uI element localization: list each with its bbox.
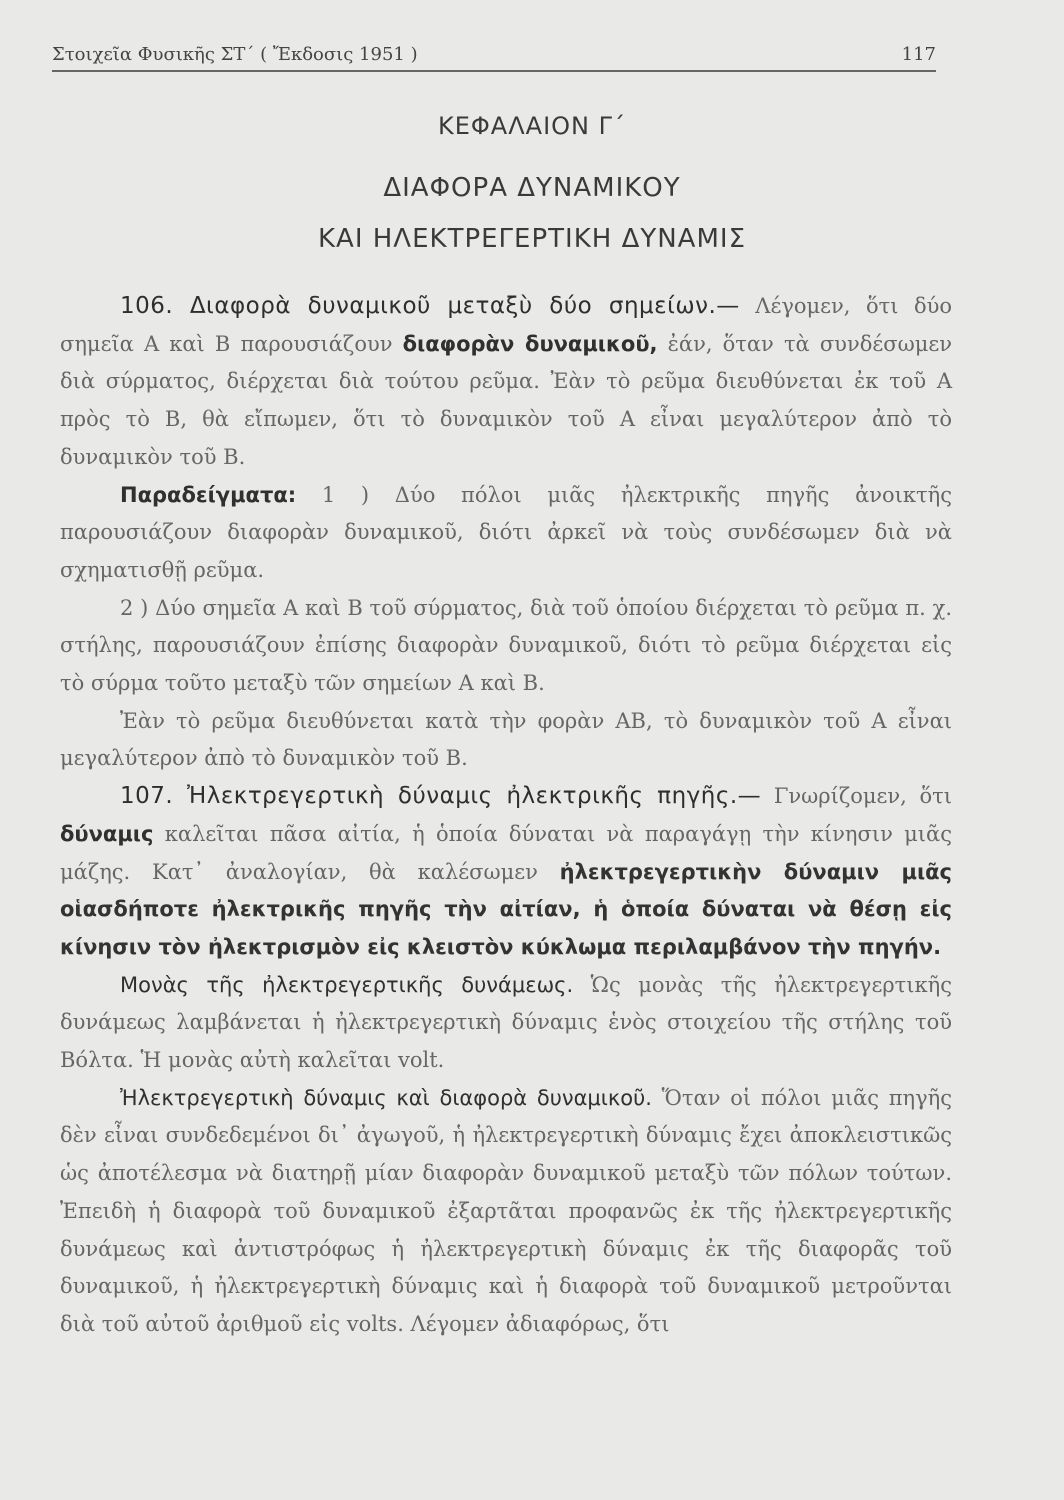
page-body (60, 288, 952, 1344)
section-106-heading: 106. Διαφορὰ δυναμικοῦ μεταξὺ δύο σημείων.— (120, 293, 740, 319)
section-106-paragraph (60, 288, 952, 477)
term-potential-difference: διαφορὰν δυναμικοῦ, (402, 331, 658, 356)
emf-definition: ἠλεκτρεγερτικὴν δύναμιν μιᾶς οἱασδήποτε ἠλεκτρικῆς πηγῆς τὴν αἰτίαν, ἡ ὁποία δύναται νὰ θέσῃ εἰς κίνησιν τὸν ἠλεκτρισμὸν εἰς κλειστὸν κύκλωμα περιλαμβάνον τὴν πηγήν. (60, 859, 953, 959)
chapter-title-line-1: ΔΙΑΦΟΡΑ ΔΥΝΑΜΙΚΟΥ (383, 173, 681, 203)
emf-relation-paragraph (60, 1080, 952, 1344)
section-106-text-a: Λέγομεν, ὅτι δύο σημεῖα Α καὶ Β παρουσιάζουν (60, 294, 952, 356)
examples-paragraph (60, 477, 952, 590)
section-106-conclusion: Ἐὰν τὸ ρεῦμα διευθύνεται κατὰ τὴν φορὰν ΑΒ, τὸ δυναμικὸν τοῦ Α εἶναι μεγαλύτερον ἀπὸ τὸ δυναμικὸν τοῦ Β. (60, 708, 952, 771)
chapter-label: ΚΕΦΑΛΑΙΟΝ Γ΄ (438, 112, 626, 140)
header-rule (52, 70, 936, 72)
page-number: 117 (901, 44, 936, 65)
unit-label: Μονὰς τῆς ἠλεκτρεγερτικῆς δυνάμεως. (120, 972, 574, 997)
term-force: δύναμις (60, 821, 154, 846)
chapter-title-line-2: ΚΑΙ ΗΛΕΚΤΡΕΓΕΡΤΙΚΗ ΔΥΝΑΜΙΣ (317, 224, 746, 254)
section-106-text-b: ἐάν, ὅταν τὰ συνδέσωμεν διὰ σύρματος, διέρχεται διὰ τούτου ρεῦμα. Ἐὰν τὸ ρεῦμα διευθύνεται ἐκ τοῦ Α πρὸς τὸ Β, θὰ εἴπωμεν, ὅτι τὸ δυναμικὸν τοῦ Α εἶναι μεγαλύτερον ἀπὸ τὸ δυναμικὸν τοῦ Β. (60, 331, 952, 469)
emf-relation-text: Ὅταν οἱ πόλοι μιᾶς πηγῆς δὲν εἶναι συνδεδεμένοι δι᾽ ἀγωγοῦ, ἡ ἠλεκτρεγερτικὴ δύναμις ἔχει ἀποκλειστικῶς ὡς ἀποτέλεσμα νὰ διατηρῇ μίαν διαφορὰν δυναμικοῦ μεταξὺ τῶν πόλων τούτων. Ἐπειδὴ ἡ διαφορὰ τοῦ δυναμικοῦ ἐξαρτᾶται προφανῶς ἐκ τῆς ἠλεκτρεγερτικῆς δυνάμεως καὶ ἀντιστρόφως ἡ ἠλεκτρεγερτικὴ δύναμις ἐκ τῆς διαφορᾶς τοῦ δυναμικοῦ, ἡ ἠλεκτρεγερτικὴ δύναμις καὶ ἡ διαφορὰ τοῦ δυναμικοῦ μετροῦνται διὰ τοῦ αὐτοῦ ἀριθμοῦ εἰς volts. Λέγομεν ἀδιαφόρως, ὅτι (60, 1085, 952, 1336)
running-header (52, 44, 936, 69)
emf-relation-label: Ἠλεκτρεγερτικὴ δύναμις καὶ διαφορὰ δυναμικοῦ. (120, 1085, 652, 1110)
section-107-paragraph (60, 778, 952, 967)
section-107-heading: 107. Ἠλεκτρεγερτικὴ δύναμις ἠλεκτρικῆς πηγῆς.— (120, 783, 762, 810)
unit-paragraph (60, 967, 952, 1080)
section-107-text-b: καλεῖται πᾶσα αἰτία, ἡ ὁποία δύναται νὰ παραγάγῃ τὴν κίνησιν μιᾶς μάζης. Κατ᾽ ἀναλογίαν, θὰ καλέσωμεν (60, 821, 952, 884)
running-title: Στοιχεῖα Φυσικῆς ΣΤ΄ ( Ἔκδοσις 1951 ) (52, 44, 418, 65)
examples-label: Παραδείγματα: (120, 482, 297, 507)
section-107-text-a: Γνωρίζομεν, ὅτι (761, 784, 952, 809)
example-2: 2 ) Δύο σημεῖα Α καὶ Β τοῦ σύρματος, διὰ τοῦ ὁποίου διέρχεται τὸ ρεῦμα π. χ. στήλης, παρουσιάζουν ἐπίσης διαφορὰν δυναμικοῦ, διότι τὸ ρεῦμα διέρχεται εἰς τὸ σύρμα τοῦτο μεταξὺ τῶν σημείων Α καὶ Β. (60, 595, 952, 696)
unit-text: Ὡς μονὰς τῆς ἠλεκτρεγερτικῆς δυνάμεως λαμβάνεται ἡ ἠλεκτρεγερτικὴ δύναμις ἑνὸς στοιχείου τῆς στήλης τοῦ Βόλτα. Ἡ μονὰς αὐτὴ καλεῖται volt. (60, 972, 952, 1073)
example-1: 1 ) Δύο πόλοι μιᾶς ἠλεκτρικῆς πηγῆς ἀνοικτῆς παρουσιάζουν διαφορὰν δυναμικοῦ, διότι ἀρκεῖ νὰ τοὺς συνδέσωμεν διὰ νὰ σχηματισθῇ ρεῦμα. (60, 482, 952, 582)
